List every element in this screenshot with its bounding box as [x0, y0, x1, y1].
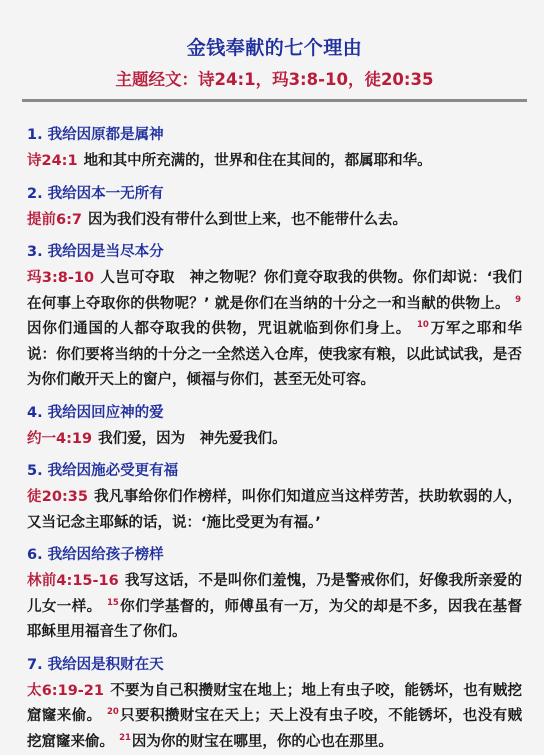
- verse-text: 万军之耶和华说：你们要将当纳的十分之一全然送入仓库，使我家有粮，以此试试我，是否为你们敞开天上的窗户，倾福与你们，甚至无处可容。: [27, 321, 522, 388]
- verse-text: 我写这话，不是叫你们羞愧，乃是警戒你们，好像我所亲爱的儿女一样。: [27, 573, 522, 615]
- section-text-7: [27, 679, 522, 755]
- verse-text: 人岂可夺取 神之物呢？你们竟夺取我的供物。你们却说：‘我们在何事上夺取你的供物呢？’ 就是你们在当纳的十分之一和当献的供物上。: [27, 270, 522, 312]
- scripture-ref: 诗24:1: [27, 153, 78, 169]
- section-heading-4: 4. 我给因回应神的爱: [27, 402, 522, 424]
- section-text-2: [27, 208, 522, 234]
- scripture-ref: 林前4:15-16: [27, 573, 119, 589]
- section-heading-3: 3. 我给因是当尽本分: [27, 241, 522, 263]
- verse-text: 只要积攒财宝在天上；天上没有虫子咬，不能锈坏，也没有贼挖窟窿来偷。: [27, 708, 522, 750]
- verse-number: 21: [119, 733, 131, 743]
- verse-text: 因为你的财宝在哪里，你的心也在那里。: [132, 734, 393, 750]
- section-text-5: [27, 485, 522, 536]
- verse-number: 15: [107, 598, 119, 608]
- section-heading-7: 7. 我给因是积财在天: [27, 654, 522, 676]
- verse-number: 10: [417, 320, 429, 330]
- theme-scripture: 主题经文：诗24:1，玛3:8-10，徒20:35: [27, 69, 522, 91]
- verse-text: 我们爱，因为 神先爱我们。: [98, 431, 287, 447]
- content: [27, 124, 522, 755]
- divider: [22, 99, 527, 102]
- section-heading-6: 6. 我给因给孩子榜样: [27, 544, 522, 566]
- section-heading-2: 2. 我给因本一无所有: [27, 183, 522, 205]
- verse-text: 不要为自己积攒财宝在地上；地上有虫子咬，能锈坏，也有贼挖窟窿来偷。: [27, 683, 522, 725]
- section-heading-1: 1. 我给因原都是属神: [27, 124, 522, 146]
- verse-text: 因你们通国的人都夺取我的供物，咒诅就临到你们身上。: [27, 321, 411, 337]
- section-text-1: [27, 149, 522, 175]
- scripture-ref: 徒20:35: [27, 489, 88, 505]
- section-text-3: [27, 266, 522, 394]
- verse-text: 你们学基督的，师傅虽有一万，为父的却是不多，因我在基督耶稣里用福音生了你们。: [27, 599, 522, 641]
- section-text-6: [27, 569, 522, 646]
- scripture-ref: 提前6:7: [27, 212, 82, 228]
- verse-text: 我凡事给你们作榜样，叫你们知道应当这样劳苦，扶助软弱的人，又当记念主耶稣的话，说：‘施比受更为有福。’: [27, 489, 522, 531]
- page-title: 金钱奉献的七个理由: [27, 0, 522, 60]
- verse-number: 20: [107, 707, 119, 717]
- section-heading-5: 5. 我给因施必受更有福: [27, 460, 522, 482]
- section-text-4: [27, 427, 522, 453]
- verse-text: 地和其中所充满的，世界和住在其间的，都属耶和华。: [84, 153, 432, 169]
- scripture-ref: 太6:19-21: [27, 683, 104, 699]
- scripture-ref: 约一4:19: [27, 431, 92, 447]
- verse-number: 9: [515, 295, 521, 305]
- verse-text: 因为我们没有带什么到世上来，也不能带什么去。: [88, 212, 407, 228]
- scripture-ref: 玛3:8-10: [27, 270, 94, 286]
